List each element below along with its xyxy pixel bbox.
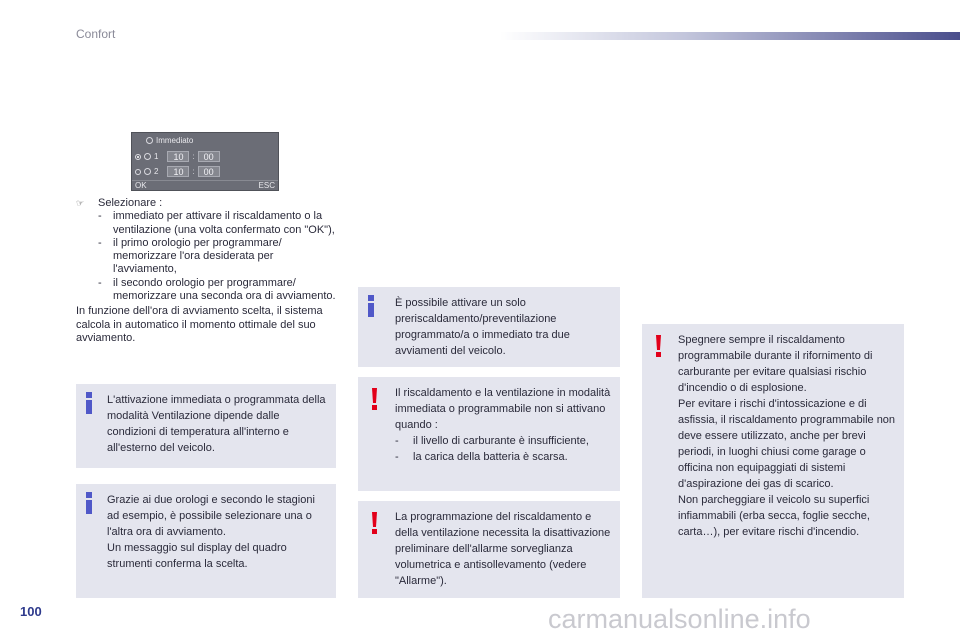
note-text: La programmazione del riscaldamento e della ventilazione necessita la disattivazione preliminare dell'allarme sorveglianza volumetrica e antisollevamento (vedere "Allarme").	[395, 511, 611, 587]
instruction-item-text: il secondo orologio per programmare/ memorizzare una seconda ora di avviamento.	[113, 276, 336, 303]
instructions	[76, 197, 338, 345]
programming-display	[131, 132, 279, 191]
instruction-lead-text: Selezionare :	[98, 197, 163, 209]
note-text	[678, 332, 896, 540]
radio-icon	[135, 169, 141, 175]
section-title: Confort	[76, 27, 116, 41]
radio-selected-icon	[135, 154, 141, 160]
hours-field: 10	[167, 151, 189, 162]
instruction-item: - immediato per attivare il riscaldamento o la ventilazione (una volta confermato con "OK"),	[76, 210, 338, 237]
display-ok: OK	[135, 181, 147, 190]
instruction-item: - il secondo orologio per programmare/ memorizzare una seconda ora di avviamento.	[76, 277, 338, 304]
clock-icon	[144, 153, 151, 160]
header-rule	[500, 32, 960, 40]
warning-icon	[371, 512, 379, 534]
note-text	[107, 492, 328, 572]
instruction-item-text: il primo orologio per programmare/ memorizzare l'ora desiderata per l'avviamento,	[113, 236, 282, 276]
note-list-text: la carica della batteria è scarsa.	[413, 451, 568, 463]
note-paragraph: Spegnere sempre il riscaldamento programmabile durante il rifornimento di carburante per evitare qualsiasi rischio d'incendio o di esplosione.	[678, 334, 873, 394]
display-row-1	[135, 151, 220, 162]
note-paragraph: Non parcheggiare il veicolo su superfici infiammabili (erba secca, foglie secche, carta…), per evitare rischi d'incendio.	[678, 494, 870, 538]
instruction-paragraph: In funzione dell'ora di avviamento scelta, il sistema calcola in automatico il momento ottimale del suo avviamento.	[76, 305, 323, 344]
clock-icon	[144, 168, 151, 175]
hours-field: 10	[167, 166, 189, 177]
warning-note-safety	[642, 324, 904, 598]
instruction-lead	[76, 197, 338, 210]
info-note-clocks	[76, 484, 336, 598]
time-separator: :	[192, 152, 195, 161]
clock-icon	[146, 137, 153, 144]
display-footer	[132, 180, 278, 190]
note-text: L'attivazione immediata o programmata della modalità Ventilazione dipende dalle condizioni di temperatura all'interno e all'esterno del veicolo.	[107, 394, 326, 454]
minutes-field: 00	[198, 166, 220, 177]
watermark: carmanualsonline.info	[548, 604, 811, 634]
warning-note-alarm	[358, 501, 620, 598]
display-header	[146, 136, 193, 145]
row-index: 1	[154, 152, 159, 161]
time-separator: :	[192, 167, 195, 176]
minutes-field: 00	[198, 151, 220, 162]
instruction-item: - il primo orologio per programmare/ memorizzare l'ora desiderata per l'avviamento,	[76, 237, 338, 277]
row-index: 2	[154, 167, 159, 176]
display-row-2	[135, 166, 220, 177]
note-list-item: - la carica della batteria è scarsa.	[395, 451, 568, 463]
page-number: 100	[20, 604, 42, 619]
note-paragraph: Per evitare i rischi d'intossicazione e di asfissia, il riscaldamento programmabile non deve essere utilizzato, anche per brevi periodi, in luoghi chiusi come garage o officina non equipaggiati di sistemi d'aspirazione dei gas di scarico.	[678, 398, 896, 490]
warning-note-conditions	[358, 377, 620, 491]
info-icon	[367, 295, 376, 317]
info-icon	[85, 492, 94, 514]
note-paragraph: Un messaggio sul display del quadro strumenti conferma la scelta.	[107, 542, 287, 570]
instruction-item-text: immediato per attivare il riscaldamento o la ventilazione (una volta confermato con "OK"),	[113, 210, 335, 236]
warning-icon	[655, 335, 663, 357]
warning-icon	[371, 388, 379, 410]
note-paragraph: Il riscaldamento e la ventilazione in modalità immediata o programmabile non si attivano quando :	[395, 387, 611, 431]
note-list-text: il livello di carburante è insufficiente,	[413, 435, 589, 447]
note-text	[395, 385, 612, 465]
display-title: Immediato	[156, 136, 194, 145]
info-icon	[85, 392, 94, 414]
note-text: È possibile attivare un solo preriscaldamento/preventilazione programmato/a o immediato tra due avviamenti del veicolo.	[395, 297, 570, 357]
info-note-ventilation	[76, 384, 336, 468]
info-note-single-activation	[358, 287, 620, 367]
display-esc: ESC	[258, 181, 275, 190]
pointer-icon: ☞	[76, 198, 85, 208]
note-paragraph: Grazie ai due orologi e secondo le stagioni ad esempio, è possibile selezionare una o l'altra ora di avviamento.	[107, 494, 315, 538]
note-list-item: - il livello di carburante è insufficiente,	[395, 435, 589, 447]
